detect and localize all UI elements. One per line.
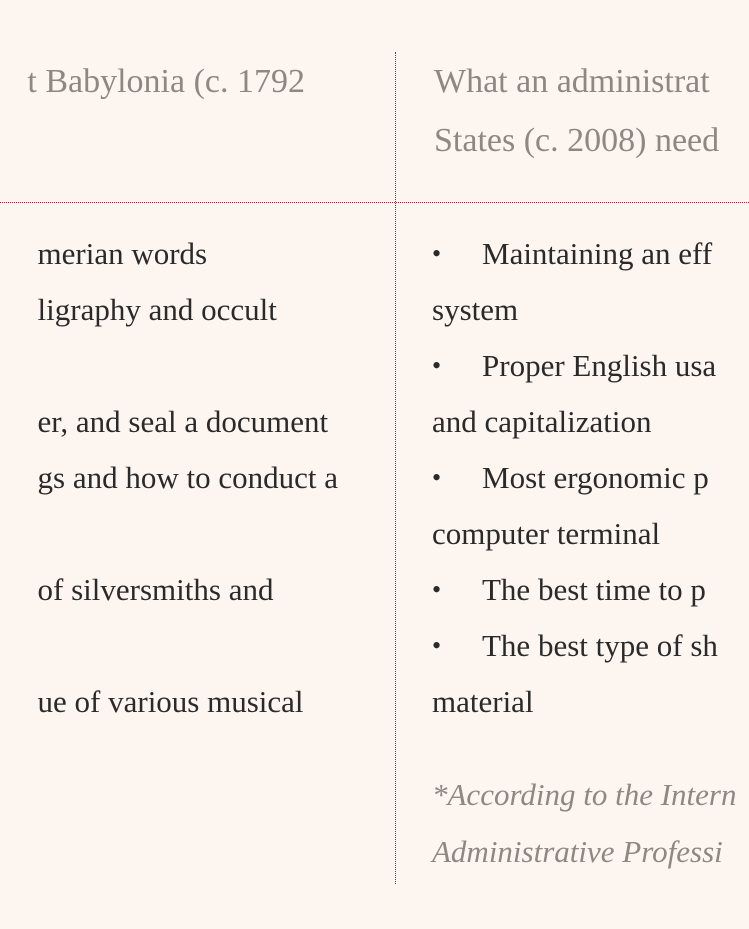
right-list-item (432, 450, 718, 562)
left-list-line: gs and how to conduct a (37, 460, 338, 495)
left-list-spacer (38, 618, 338, 674)
footnote (432, 766, 736, 880)
left-column-header (27, 52, 305, 111)
right-item-text: The best type of sh (482, 628, 718, 663)
left-list-line: merian words (37, 236, 208, 271)
left-list-line: ue of various musical (37, 684, 304, 719)
left-list-line: of silversmiths and (37, 572, 274, 607)
right-item-text: Proper English usa (482, 348, 717, 383)
left-column-list (38, 226, 338, 730)
right-column-list (432, 226, 718, 730)
left-list-line: er, and seal a document (37, 404, 329, 439)
right-header-line-1: What an administrat (434, 63, 710, 100)
right-header-line-2: States (c. 2008) need (434, 122, 720, 159)
right-item-text: Maintaining an eff (482, 236, 713, 271)
right-list-item (432, 338, 718, 450)
bullet-icon: • (432, 239, 442, 268)
right-item-continuation: computer terminal (432, 516, 661, 551)
left-header-line-1: t Babylonia (c. 1792 (27, 63, 305, 100)
right-item-continuation: material (432, 684, 534, 719)
footnote-line-1: *According to the Intern (432, 777, 737, 812)
bullet-icon: • (432, 631, 442, 660)
left-list-spacer (38, 506, 338, 562)
right-item-text: Most ergonomic p (482, 460, 709, 495)
column-divider (395, 52, 396, 884)
right-item-continuation: and capitalization (432, 404, 652, 439)
left-list-spacer (38, 338, 338, 394)
right-item-text: The best time to p (482, 572, 706, 607)
right-list-item (432, 618, 718, 730)
footnote-line-2: Administrative Professi (432, 834, 723, 869)
left-list-line: ligraphy and occult (37, 292, 277, 327)
bullet-icon: • (432, 575, 442, 604)
header-row-divider (0, 202, 749, 203)
right-list-item (432, 562, 718, 618)
right-column-header (434, 52, 719, 170)
bullet-icon: • (432, 463, 442, 492)
right-list-item (432, 226, 718, 338)
bullet-icon: • (432, 351, 442, 380)
right-item-continuation: system (432, 292, 519, 327)
